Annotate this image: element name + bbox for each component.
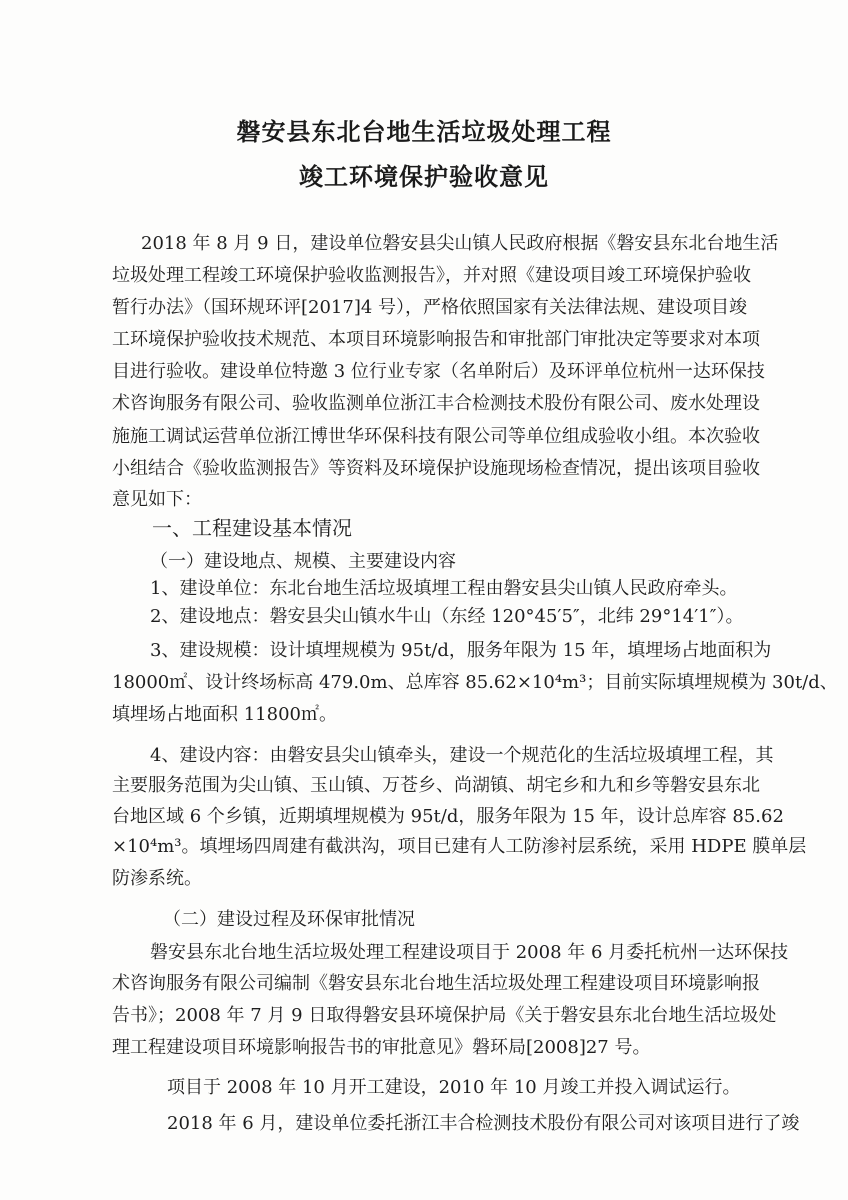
section-1-heading: 一、工程建设基本情况	[152, 516, 352, 540]
approval-line-3: 告书》；2008 年 7 月 9 日取得磐安县环境保护局《关于磐安县东北台地生活垃圾处	[112, 1005, 777, 1026]
item-4-line-4: ×10⁴m³。填埋场四周建有截洪沟，项目已建有人工防渗衬层系统，采用 HDPE 膜单层	[112, 836, 807, 857]
document-title-line-2: 竣工环境保护验收意见	[299, 163, 549, 191]
intro-line-7: 施施工调试运营单位浙江博世华环保科技有限公司等单位组成验收小组。本次验收	[112, 426, 760, 447]
intro-line-1: 2018 年 8 月 9 日，建设单位磐安县尖山镇人民政府根据《磐安县东北台地生活	[141, 233, 779, 254]
intro-line-2: 垃圾处理工程竣工环境保护验收监测报告》，并对照《建设项目竣工环境保护验收	[112, 265, 751, 286]
approval-line-2: 术咨询服务有限公司编制《磐安县东北台地生活垃圾处理工程建设项目环境影响报	[112, 973, 760, 994]
document-title-line-1: 磐安县东北台地生活垃圾处理工程	[236, 118, 612, 146]
subsection-1-heading: （一）建设地点、规模、主要建设内容	[150, 551, 456, 572]
final-line: 2018 年 6 月，建设单位委托浙江丰合检测技术股份有限公司对该项目进行了竣	[167, 1113, 800, 1134]
intro-line-9: 意见如下：	[112, 489, 202, 510]
intro-line-4: 工环境保护验收技术规范、本项目环境影响报告和审批部门审批决定等要求对本项	[112, 329, 760, 350]
item-3-line-3: 填埋场占地面积 11800㎡。	[112, 704, 337, 725]
item-2: 2、建设地点：磐安县尖山镇水牛山（东经 120°45′5″，北纬 29°14′1″）。	[150, 606, 744, 627]
intro-line-8: 小组结合《验收监测报告》等资料及环境保护设施现场检查情况，提出该项目验收	[112, 458, 760, 479]
item-4-line-3: 台地区域 6 个乡镇，近期填埋规模为 95t/d，服务年限为 15 年，设计总库容 85.62	[112, 806, 784, 827]
item-3-line-2: 18000㎡、设计终场标高 479.0m、总库容 85.62×10⁴m³；目前实际填埋规模为 30t/d、	[112, 672, 838, 693]
approval-line-4: 理工程建设项目环境影响报告书的审批意见》磐环局[2008]27 号。	[112, 1037, 651, 1058]
item-4-line-1: 4、建设内容：由磐安县尖山镇牵头，建设一个规范化的生活垃圾填埋工程，其	[150, 745, 774, 766]
item-1: 1、建设单位：东北台地生活垃圾填埋工程由磐安县尖山镇人民政府牵头。	[150, 578, 738, 599]
subsection-2-heading: （二）建设过程及环保审批情况	[163, 909, 415, 930]
approval-line-1: 磐安县东北台地生活垃圾处理工程建设项目于 2008 年 6 月委托杭州一达环保技	[150, 942, 789, 963]
intro-line-3: 暂行办法》（国环规环评[2017]4 号），严格依照国家有关法律法规、建设项目竣	[112, 297, 748, 318]
intro-line-5: 目进行验收。建设单位特邀 3 位行业专家（名单附后）及环评单位杭州一达环保技	[112, 361, 765, 382]
intro-line-6: 术咨询服务有限公司、验收监测单位浙江丰合检测技术股份有限公司、废水处理设	[112, 393, 760, 414]
item-4-line-2: 主要服务范围为尖山镇、玉山镇、万苍乡、尚湖镇、胡宅乡和九和乡等磐安县东北	[112, 775, 760, 796]
item-4-line-5: 防渗系统。	[112, 868, 202, 889]
item-3-line-1: 3、建设规模：设计填埋规模为 95t/d，服务年限为 15 年，填埋场占地面积为	[150, 640, 772, 661]
construction-line: 项目于 2008 年 10 月开工建设，2010 年 10 月竣工并投入调试运行。	[167, 1077, 741, 1098]
